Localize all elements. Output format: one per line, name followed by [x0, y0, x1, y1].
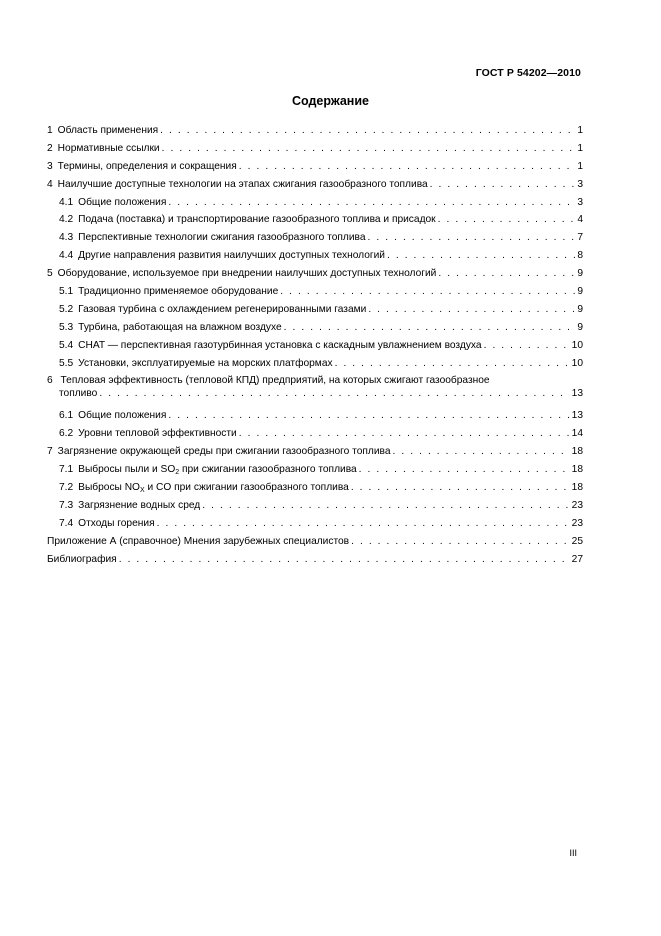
- leader-dots: [239, 428, 570, 439]
- toc-title: CHAT — перспективная газотурбинная установка с каскадным увлажнением воздуха: [78, 339, 482, 351]
- toc-entry[interactable]: [47, 464, 583, 482]
- toc-page: 10: [571, 339, 583, 351]
- toc-entry[interactable]: [47, 500, 583, 518]
- toc-entry-appendix[interactable]: [47, 536, 583, 554]
- leader-dots: [168, 197, 575, 208]
- toc-title: Уровни тепловой эффективности: [78, 428, 237, 440]
- toc-number: 7: [47, 446, 53, 458]
- toc-title: Общие положения: [78, 410, 167, 422]
- toc-page: 23: [571, 499, 583, 511]
- toc-title: Термины, определения и сокращения: [57, 160, 237, 172]
- toc-number: 5.1: [59, 286, 74, 298]
- toc-page: 13: [571, 388, 583, 400]
- page-number: III: [569, 848, 577, 858]
- toc-entry[interactable]: [47, 197, 583, 215]
- toc-title: Турбина, работающая на влажном воздухе: [78, 321, 282, 333]
- leader-dots: [387, 250, 575, 261]
- table-of-contents: [47, 125, 583, 571]
- toc-entry[interactable]: [47, 340, 583, 358]
- toc-page: 13: [571, 410, 583, 422]
- toc-number: 6: [47, 375, 53, 387]
- toc-number: 7.1: [59, 464, 74, 476]
- toc-entry[interactable]: [47, 286, 583, 304]
- toc-entry[interactable]: [47, 518, 583, 536]
- leader-dots: [393, 446, 570, 457]
- toc-page: 18: [571, 482, 583, 494]
- toc-page: 14: [571, 428, 583, 440]
- toc-entry[interactable]: [47, 428, 583, 446]
- toc-page: 4: [577, 214, 583, 226]
- toc-title: Загрязнение водных сред: [78, 499, 201, 511]
- toc-entry-bibliography[interactable]: [47, 554, 583, 572]
- toc-page: 10: [571, 357, 583, 369]
- leader-dots: [168, 410, 569, 421]
- toc-number: 3: [47, 160, 53, 172]
- toc-title: Нормативные ссылки: [57, 142, 160, 154]
- toc-title: Приложение А (справочное) Мнения зарубежных специалистов: [47, 535, 350, 547]
- leader-dots: [335, 358, 570, 369]
- toc-page: 9: [577, 303, 583, 315]
- toc-title: Загрязнение окружающей среды при сжигании газообразного топлива: [57, 446, 391, 458]
- toc-entry[interactable]: [47, 322, 583, 340]
- leader-dots: [280, 286, 575, 297]
- toc-number: 5.2: [59, 303, 74, 315]
- leader-dots: [351, 482, 570, 493]
- leader-dots: [351, 536, 570, 547]
- leader-dots: [368, 232, 576, 243]
- toc-entry[interactable]: [47, 214, 583, 232]
- toc-page: 8: [577, 250, 583, 262]
- toc-entry[interactable]: [47, 143, 583, 161]
- toc-entry[interactable]: [47, 375, 583, 410]
- toc-entry[interactable]: [47, 250, 583, 268]
- toc-title: Выбросы пыли и $SO_2$ при сжигании газообразного топлива: [78, 464, 357, 477]
- leader-dots: [438, 268, 575, 279]
- toc-number: 2: [47, 142, 53, 154]
- toc-entry[interactable]: [47, 410, 583, 428]
- toc-title: Общие положения: [78, 196, 167, 208]
- leader-dots: [99, 388, 569, 399]
- toc-page: 25: [571, 535, 583, 547]
- toc-page: 9: [577, 286, 583, 298]
- toc-number: 5.3: [59, 321, 74, 333]
- toc-entry[interactable]: [47, 179, 583, 197]
- toc-title: Библиография: [47, 553, 117, 565]
- toc-number: 7.2: [59, 482, 74, 494]
- leader-dots: [438, 214, 576, 225]
- leader-dots: [368, 304, 575, 315]
- toc-title: Оборудование, используемое при внедрении наилучших доступных технологий: [57, 268, 437, 280]
- toc-entry[interactable]: [47, 125, 583, 143]
- toc-number: 4: [47, 178, 53, 190]
- toc-number: 1: [47, 125, 53, 136]
- toc-title: Отходы горения: [78, 517, 155, 529]
- toc-entry[interactable]: [47, 161, 583, 179]
- toc-page: 1: [577, 125, 583, 136]
- toc-title: Подача (поставка) и транспортирование газообразного топлива и присадок: [78, 214, 436, 226]
- toc-entry[interactable]: [47, 232, 583, 250]
- toc-number: 7.3: [59, 499, 74, 511]
- toc-page: 18: [571, 464, 583, 476]
- toc-title: Область применения: [57, 125, 159, 136]
- toc-page: 27: [571, 553, 583, 565]
- leader-dots: [119, 554, 570, 565]
- toc-page: 18: [571, 446, 583, 458]
- toc-title: Газовая турбина с охлаждением регенерированными газами: [78, 303, 367, 315]
- toc-line-first: [47, 375, 583, 386]
- toc-page: 3: [577, 178, 583, 190]
- toc-page: 9: [577, 321, 583, 333]
- toc-page: 9: [577, 268, 583, 280]
- toc-number: 6.2: [59, 428, 74, 440]
- toc-entry[interactable]: [47, 482, 583, 500]
- leader-dots: [202, 500, 569, 511]
- toc-number: 4.2: [59, 214, 74, 226]
- toc-number: 4.4: [59, 250, 74, 262]
- toc-number: 5: [47, 268, 53, 280]
- standard-number: ГОСТ Р 54202—2010: [475, 67, 581, 79]
- toc-title: Установки, эксплуатируемые на морских платформах: [78, 357, 333, 369]
- leader-dots: [430, 179, 576, 190]
- toc-number: 5.5: [59, 357, 74, 369]
- toc-title: Тепловая эффективность (тепловой КПД) предприятий, на которых сжигают газообразное: [60, 375, 490, 387]
- toc-page: 1: [577, 160, 583, 172]
- toc-page: 1: [577, 142, 583, 154]
- leader-dots: [160, 125, 575, 136]
- toc-entry[interactable]: [47, 304, 583, 322]
- page-title: Содержание: [291, 94, 369, 108]
- leader-dots: [359, 464, 570, 475]
- leader-dots: [484, 340, 570, 351]
- toc-number: 5.4: [59, 339, 74, 351]
- toc-entry[interactable]: [47, 358, 583, 376]
- toc-page: 23: [571, 517, 583, 529]
- toc-page: 3: [577, 196, 583, 208]
- leader-dots: [239, 161, 576, 172]
- toc-title: Наилучшие доступные технологии на этапах сжигания газообразного топлива: [57, 178, 428, 190]
- leader-dots: [157, 518, 570, 529]
- toc-title: Традиционно применяемое оборудование: [78, 286, 279, 298]
- toc-title: Перспективные технологии сжигания газообразного топлива: [78, 232, 366, 244]
- toc-number: 4.1: [59, 196, 74, 208]
- leader-dots: [284, 322, 576, 333]
- toc-entry[interactable]: [47, 446, 583, 464]
- toc-title: Другие направления развития наилучших доступных технологий: [78, 250, 385, 262]
- toc-number: 7.4: [59, 517, 74, 529]
- toc-line-second: [47, 388, 583, 399]
- toc-entry[interactable]: [47, 268, 583, 286]
- toc-page: 7: [577, 232, 583, 244]
- toc-number: 4.3: [59, 232, 74, 244]
- leader-dots: [162, 143, 576, 154]
- toc-number: 6.1: [59, 410, 74, 422]
- toc-title-continued: топливо: [59, 388, 98, 400]
- toc-title: Выбросы $NO_X$ и CO при сжигании газообразного топлива: [78, 482, 349, 495]
